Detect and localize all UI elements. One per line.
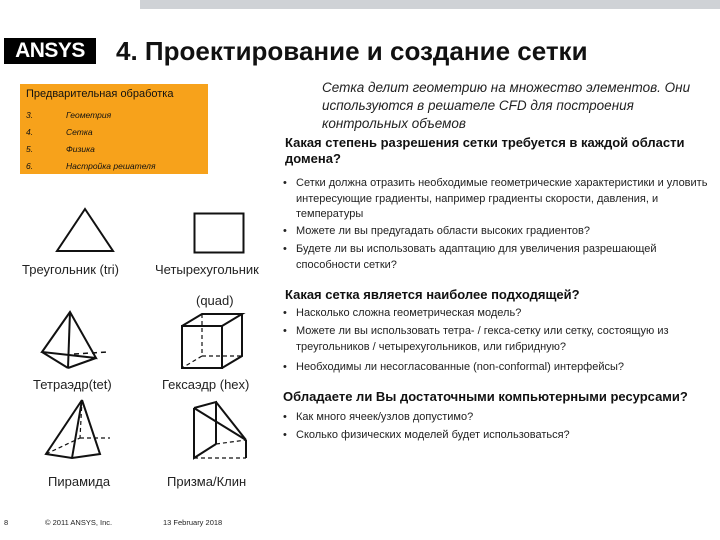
pyramid-label: Пирамида	[48, 474, 111, 489]
tetrahedron-icon	[38, 310, 110, 370]
workflow-heading: Предварительная обработка	[26, 88, 174, 100]
prism-label: Призма/Клин	[167, 474, 247, 489]
pyramid-icon	[42, 398, 114, 460]
workflow-step: 3. Геометрия	[26, 110, 112, 120]
bullet-item: • Можете ли вы использовать тетра- / гекса-сетку или сетку, состоящую из треугольников / четырехугольников, или гибридную?	[283, 325, 669, 353]
bullet-item: • Как много ячеек/узлов допустимо?	[283, 411, 474, 423]
bullet-item: • Будете ли вы использовать адаптацию для увеличения разрешающей способности сетки?	[283, 243, 657, 271]
top-accent-bar	[140, 0, 720, 9]
quad-label: Четырехугольник	[155, 262, 259, 277]
quad-icon	[193, 212, 245, 254]
bullet-item: • Можете ли вы предугадать области высоких градиентов?	[283, 225, 590, 237]
ansys-logo: ANSYS	[4, 38, 96, 64]
workflow-step: 4. Сетка	[26, 127, 93, 137]
page-number: 8	[4, 518, 9, 527]
triangle-label: Треугольник (tri)	[22, 262, 120, 277]
workflow-step: 5. Физика	[26, 144, 95, 154]
hex-label: Гексаэдр (hex)	[162, 377, 250, 392]
bullet-item: • Сетки должна отразить необходимые геометрические характеристики и уловить интересующие градиенты, например градиенты скорости, давления, и температуры	[283, 177, 708, 220]
date: 13 February 2018	[163, 518, 223, 527]
quad-label-abbr: (quad)	[196, 293, 234, 308]
copyright: © 2011 ANSYS, Inc.	[45, 518, 113, 527]
question-heading: Какая сетка является наиболее подходящей?	[285, 287, 580, 302]
question-heading: Какая степень разрешения сетки требуется в каждой области домена?	[285, 135, 685, 166]
workflow-panel	[20, 84, 208, 174]
tet-label: Тетраэдр(tet)	[33, 377, 112, 392]
prism-icon	[190, 400, 250, 462]
page-title: 4. Проектирование и создание сетки	[116, 36, 588, 66]
intro-note: Сетка делит геометрию на множество элементов. Они используются в решателе CFD для построения контрольных объемов	[322, 80, 691, 131]
bullet-item: • Необходимы ли несогласованные (non-conformal) интерфейсы?	[283, 361, 625, 373]
question-heading: Обладаете ли Вы достаточными компьютерными ресурсами?	[283, 389, 688, 404]
bullet-item: • Насколько сложна геометрическая модель?	[283, 307, 522, 319]
triangle-icon	[55, 207, 115, 253]
workflow-step: 6. Настройка решателя	[26, 161, 156, 171]
hexahedron-icon	[180, 312, 246, 370]
bullet-item: • Сколько физических моделей будет использоваться?	[283, 429, 570, 441]
